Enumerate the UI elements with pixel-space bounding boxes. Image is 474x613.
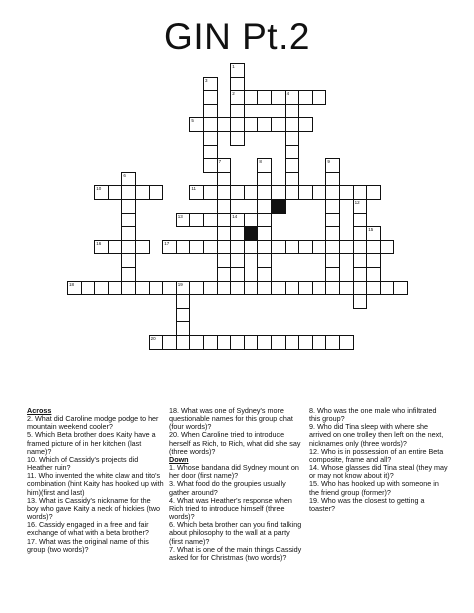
grid-cell[interactable] (271, 335, 286, 350)
clue-number: 12 (354, 200, 360, 205)
grid-cell[interactable] (325, 185, 340, 200)
grid-cell[interactable] (189, 185, 204, 200)
grid-cell[interactable] (285, 281, 300, 296)
grid-cell[interactable] (135, 281, 150, 296)
grid-cell[interactable] (325, 267, 340, 282)
grid-cell[interactable] (135, 185, 150, 200)
clue-across-17: 17. What was the original name of this group (two words)? (27, 536, 149, 554)
grid-cell[interactable] (244, 185, 259, 200)
grid-cell[interactable] (353, 253, 368, 268)
grid-cell[interactable] (325, 281, 340, 296)
clues-column-1 (27, 407, 164, 554)
grid-cell[interactable] (353, 281, 368, 296)
grid-cell[interactable] (257, 158, 272, 173)
black-square (271, 199, 286, 214)
grid-cell[interactable] (176, 213, 191, 228)
grid-cell[interactable] (312, 185, 327, 200)
grid-cell[interactable] (176, 321, 191, 336)
grid-cell[interactable] (257, 199, 272, 214)
grid-cell[interactable] (203, 335, 218, 350)
clue-number: 7 (218, 159, 222, 165)
grid-cell[interactable] (230, 77, 245, 92)
grid-cell[interactable] (257, 240, 272, 255)
grid-cell[interactable] (203, 185, 218, 200)
grid-cell[interactable] (244, 90, 259, 105)
black-square (244, 226, 259, 241)
clue-number: 17 (164, 240, 170, 246)
grid-cell[interactable] (380, 240, 395, 255)
clue-across-20: 20. When Caroline tried to introduce herself as Rich, to Rich, what did she say (three words)? (169, 430, 301, 456)
grid-cell[interactable] (176, 335, 191, 350)
grid-cell[interactable] (285, 335, 300, 350)
grid-cell[interactable] (298, 90, 313, 105)
grid-cell[interactable] (366, 253, 381, 268)
grid-cell[interactable] (230, 104, 245, 119)
grid-cell[interactable] (203, 240, 218, 255)
grid-cell[interactable] (203, 131, 218, 146)
clue-down-12: 12. Who is in possession of an entire Beta composite, frame and all? (309, 446, 444, 464)
clue-number: 6 (123, 172, 126, 178)
clue-down-4: 4. What was Heather's response when Rich tried to introduce himself (three words)? (169, 495, 292, 522)
grid-cell[interactable] (203, 77, 218, 92)
grid-cell[interactable] (217, 226, 232, 241)
clue-number: 20 (150, 336, 156, 341)
grid-cell[interactable] (203, 158, 218, 173)
clue-across-2: 2. What did Caroline modge podge to her mountain weekend cooler? (27, 414, 159, 432)
grid-cell[interactable] (217, 185, 232, 200)
grid-cell[interactable] (257, 213, 272, 228)
grid-cell[interactable] (162, 335, 177, 350)
grid-cell[interactable] (135, 240, 150, 255)
grid-cell[interactable] (230, 63, 245, 78)
grid-cell[interactable] (189, 240, 204, 255)
clue-number: 19 (177, 281, 183, 287)
grid-cell[interactable] (285, 117, 300, 132)
grid-cell[interactable] (325, 253, 340, 268)
clue-number: 2 (232, 91, 235, 97)
grid-cell[interactable] (217, 172, 232, 187)
grid-cell[interactable] (312, 335, 327, 350)
puzzle-title: GIN Pt.2 (164, 16, 310, 57)
grid-cell[interactable] (285, 145, 300, 160)
clue-number: 16 (96, 240, 102, 246)
grid-cell[interactable] (353, 267, 368, 282)
clues-column-3 (309, 407, 449, 513)
grid-cell[interactable] (312, 240, 327, 255)
grid-cell[interactable] (189, 335, 204, 350)
grid-cell[interactable] (339, 335, 354, 350)
clue-number: 8 (259, 159, 262, 165)
grid-cell[interactable] (203, 90, 218, 105)
grid-cell[interactable] (108, 185, 123, 200)
clue-across-13: 13. What is Cassidy's nickname for the boy who gave Kaity a neck of hickies (two words)? (27, 495, 161, 522)
grid-cell[interactable] (312, 281, 327, 296)
grid-cell[interactable] (203, 145, 218, 160)
grid-cell[interactable] (271, 185, 286, 200)
grid-cell[interactable] (366, 240, 381, 255)
grid-cell[interactable] (325, 240, 340, 255)
grid-cell[interactable] (121, 240, 136, 255)
grid-cell[interactable] (366, 267, 381, 282)
grid-cell[interactable] (257, 267, 272, 282)
grid-cell[interactable] (217, 253, 232, 268)
clue-across-5: 5. Which Beta brother does Kaity have a framed picture of in her kitchen (last name)? (27, 430, 156, 456)
grid-cell[interactable] (380, 281, 395, 296)
grid-cell[interactable] (257, 226, 272, 241)
grid-cell[interactable] (189, 213, 204, 228)
grid-cell[interactable] (339, 185, 354, 200)
grid-cell[interactable] (217, 281, 232, 296)
grid-cell[interactable] (217, 158, 232, 173)
grid-cell[interactable] (176, 281, 191, 296)
grid-cell[interactable] (285, 172, 300, 187)
grid-cell[interactable] (230, 335, 245, 350)
grid-cell[interactable] (244, 281, 259, 296)
clue-down-9: 9. Who did Tina sleep with where she arrived on one trolley then left on the next, nicknames only (three words)? (309, 422, 444, 448)
grid-cell[interactable] (94, 281, 109, 296)
grid-cell[interactable] (257, 253, 272, 268)
clue-across-18: 18. What was one of Sydney's more questionable names for this group chat (four words)? (169, 406, 293, 432)
grid-cell[interactable] (230, 131, 245, 146)
grid-cell[interactable] (149, 185, 164, 200)
grid-cell[interactable] (121, 281, 136, 296)
grid-cell[interactable] (325, 226, 340, 241)
grid-cell[interactable] (108, 240, 123, 255)
grid-cell[interactable] (325, 172, 340, 187)
clue-number: 18 (69, 281, 75, 287)
grid-cell[interactable] (149, 281, 164, 296)
grid-cell[interactable] (271, 117, 286, 132)
grid-cell[interactable] (257, 281, 272, 296)
clue-down-19: 19. Who was the closest to getting a toaster? (309, 495, 425, 513)
clue-number: 1 (232, 64, 235, 69)
grid-cell[interactable] (217, 267, 232, 282)
grid-cell[interactable] (176, 294, 191, 309)
grid-cell[interactable] (271, 240, 286, 255)
grid-cell[interactable] (285, 240, 300, 255)
grid-cell[interactable] (67, 281, 82, 296)
grid-cell[interactable] (366, 185, 381, 200)
grid-cell[interactable] (244, 240, 259, 255)
grid-cell[interactable] (108, 281, 123, 296)
grid-cell[interactable] (285, 185, 300, 200)
grid-cell[interactable] (244, 213, 259, 228)
grid-cell[interactable] (298, 335, 313, 350)
grid-cell[interactable] (121, 226, 136, 241)
grid-cell[interactable] (353, 240, 368, 255)
grid-cell[interactable] (325, 199, 340, 214)
grid-cell[interactable] (393, 281, 408, 296)
grid-cell[interactable] (81, 281, 96, 296)
grid-cell[interactable] (162, 281, 177, 296)
grid-cell[interactable] (271, 90, 286, 105)
grid-cell[interactable] (339, 240, 354, 255)
grid-cell[interactable] (121, 253, 136, 268)
clue-number: 14 (232, 213, 238, 219)
clue-number: 3 (205, 77, 208, 83)
grid-cell[interactable] (230, 267, 245, 282)
grid-cell[interactable] (162, 240, 177, 255)
grid-cell[interactable] (366, 226, 381, 241)
grid-cell[interactable] (285, 131, 300, 146)
grid-cell[interactable] (353, 294, 368, 309)
grid-cell[interactable] (257, 90, 272, 105)
grid-cell[interactable] (94, 240, 109, 255)
grid-cell[interactable] (149, 335, 164, 350)
grid-cell[interactable] (339, 281, 354, 296)
grid-cell[interactable] (353, 213, 368, 228)
grid-cell[interactable] (203, 104, 218, 119)
grid-cell[interactable] (325, 335, 340, 350)
grid-cell[interactable] (244, 117, 259, 132)
clue-across-16: 16. Cassidy engaged in a free and fair exchange of what with a beta brother? (27, 520, 149, 538)
grid-cell[interactable] (230, 240, 245, 255)
grid-cell[interactable] (285, 158, 300, 173)
grid-cell[interactable] (203, 281, 218, 296)
grid-cell[interactable] (121, 185, 136, 200)
clue-number: 5 (191, 118, 194, 124)
grid-cell[interactable] (189, 281, 204, 296)
grid-cell[interactable] (271, 281, 286, 296)
grid-cell[interactable] (189, 117, 204, 132)
grid-cell[interactable] (285, 104, 300, 119)
grid-cell[interactable] (230, 185, 245, 200)
grid-cell[interactable] (230, 253, 245, 268)
grid-cell[interactable] (353, 185, 368, 200)
grid-cell[interactable] (353, 226, 368, 241)
clue-number: 11 (191, 186, 197, 192)
clue-down-15: 15. Who has hooked up with someone in the friend group (former)? (309, 479, 439, 497)
grid-cell[interactable] (203, 213, 218, 228)
grid-cell[interactable] (298, 240, 313, 255)
grid-cell[interactable] (217, 240, 232, 255)
grid-cell[interactable] (217, 117, 232, 132)
grid-cell[interactable] (230, 226, 245, 241)
grid-cell[interactable] (230, 90, 245, 105)
clue-down-14: 14. Whose glasses did Tina steal (they may or may not know about it)? (309, 463, 448, 481)
grid-cell[interactable] (257, 185, 272, 200)
clue-number: 15 (368, 227, 374, 233)
clue-down-3: 3. What food do the groupies usually gather around? (169, 479, 286, 497)
grid-cell[interactable] (244, 335, 259, 350)
grid-cell[interactable] (298, 281, 313, 296)
clue-down-7: 7. What is one of the main things Cassidy asked for for Christmas (two words)? (169, 544, 302, 562)
grid-cell[interactable] (325, 158, 340, 173)
grid-cell[interactable] (176, 240, 191, 255)
grid-cell[interactable] (217, 335, 232, 350)
grid-cell[interactable] (176, 308, 191, 323)
grid-cell[interactable] (121, 199, 136, 214)
across-heading: Across (27, 406, 52, 415)
clue-down-1: 1. Whose bandana did Sydney mount on her door (first name)? (169, 463, 299, 481)
grid-cell[interactable] (121, 267, 136, 282)
clue-down-6: 6. Which beta brother can you find talking about philosophy to the wall at a party (first name)? (169, 520, 302, 546)
grid-cell[interactable] (298, 117, 313, 132)
grid-cell[interactable] (203, 117, 218, 132)
grid-cell[interactable] (230, 281, 245, 296)
grid-cell[interactable] (353, 199, 368, 214)
clue-number: 9 (327, 159, 330, 165)
grid-cell[interactable] (257, 172, 272, 187)
clue-down-8: 8. Who was the one male who infiltrated this group? (309, 406, 437, 424)
grid-cell[interactable] (298, 185, 313, 200)
grid-cell[interactable] (94, 185, 109, 200)
grid-cell[interactable] (257, 335, 272, 350)
clue-number: 4 (286, 91, 290, 97)
grid-cell[interactable] (366, 281, 381, 296)
clues-column-2 (169, 407, 304, 562)
grid-cell[interactable] (325, 213, 340, 228)
grid-cell[interactable] (257, 117, 272, 132)
clue-number: 10 (96, 186, 102, 192)
grid-cell[interactable] (230, 213, 245, 228)
clue-across-10: 10. Which of Cassidy's projects did Heather ruin? (27, 454, 139, 473)
grid-cell[interactable] (312, 90, 327, 105)
clue-across-11: 11. Who invented the white claw and tito's combination (hint Kaity has hooked up with him)(first and last) (27, 471, 164, 497)
grid-cell[interactable] (230, 117, 245, 132)
down-heading: Down (169, 454, 189, 464)
grid-cell[interactable] (121, 213, 136, 228)
grid-cell[interactable] (121, 172, 136, 187)
grid-cell[interactable] (217, 213, 232, 228)
clue-number: 13 (177, 213, 183, 219)
grid-cell[interactable] (285, 90, 300, 105)
grid-cell[interactable] (217, 199, 232, 214)
